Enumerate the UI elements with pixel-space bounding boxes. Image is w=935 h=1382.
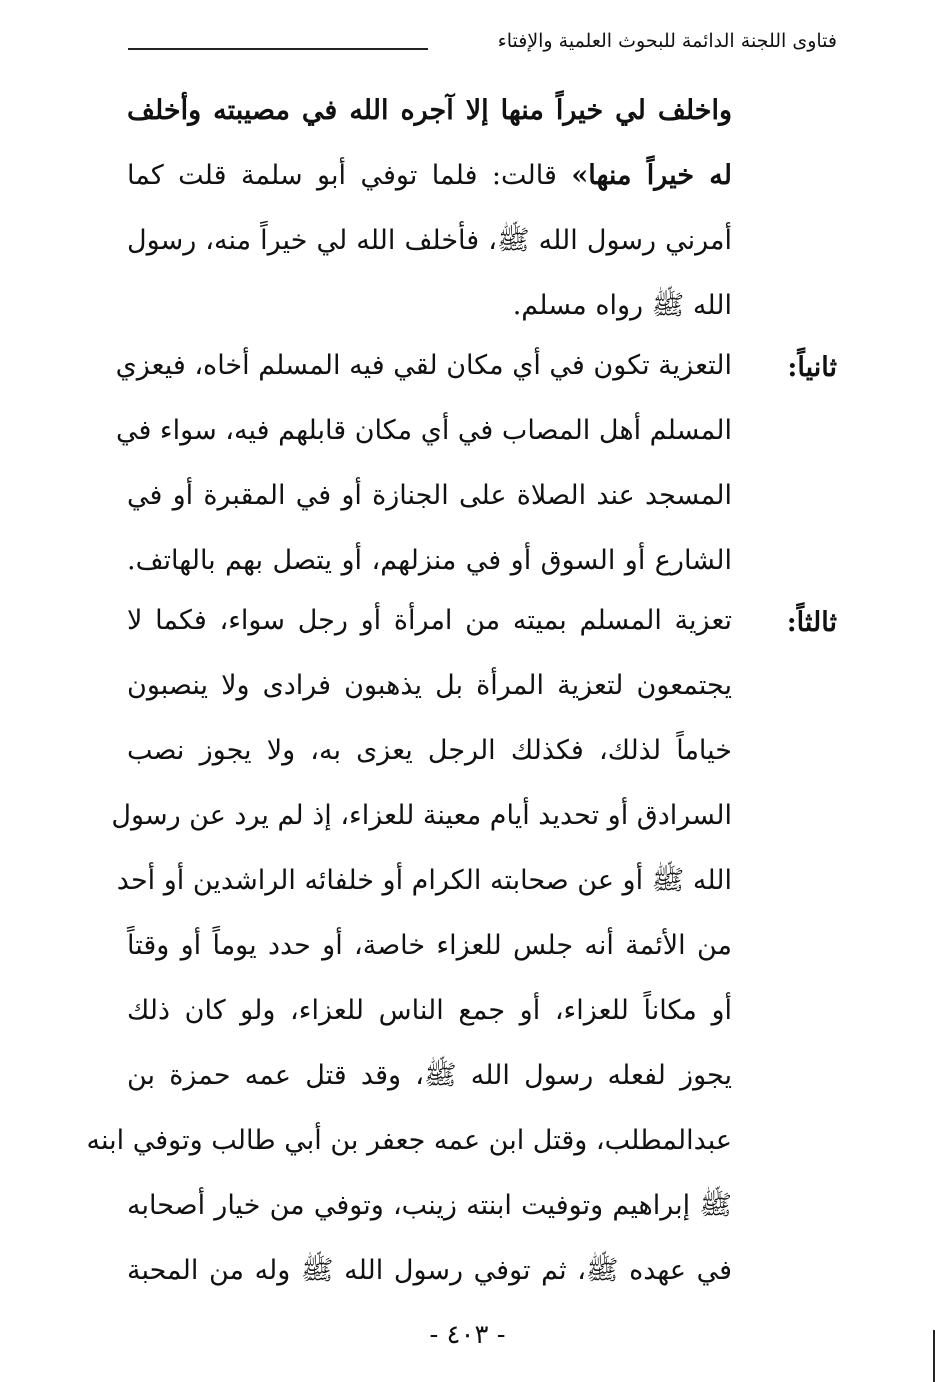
text-line: خياماً لذلك، فكذلك الرجل يعزى به، ولا يجوز نصب [127,735,732,766]
header-rule [128,48,428,50]
bold-phrase: له خيراً منها» [571,160,732,191]
text-line: عبدالمطلب، وقتل ابن عمه جعفر بن أبي طالب وتوفي ابنه [86,1125,732,1156]
text-line: المسجد عند الصلاة على الجنازة أو في المقبرة أو في [127,480,732,511]
text-line: في عهده ﷺ، ثم توفي رسول الله ﷺ وله من المحبة [127,1255,732,1286]
page-number: - ٤٠٣ - [429,1320,506,1350]
text-line: يجوز لفعله رسول الله ﷺ، وقد قتل عمه حمزة بن [127,1060,732,1091]
text-line: السرادق أو تحديد أيام معينة للعزاء، إذ لم يرد عن رسول [111,800,732,831]
text-line: تعزية المسلم بميته من امرأة أو رجل سواء، فكما لا [127,605,732,636]
text-line: التعزية تكون في أي مكان لقي فيه المسلم أخاه، فيعزي [115,350,732,381]
text-line: الشارع أو السوق أو في منزلهم، أو يتصل بهم بالهاتف. [127,545,732,576]
text-line: الله ﷺ أو عن صحابته الكرام أو خلفائه الراشدين أو أحد [116,865,732,896]
text-line: الله ﷺ رواه مسلم. [512,290,732,321]
text-line: ﷺ إبراهيم وتوفيت ابنته زينب، وتوفي من خيار أصحابه [127,1190,732,1221]
section-label-third: ثالثاً: [786,607,837,638]
section-label-second: ثانياً: [787,352,837,383]
text-line: واخلف لي خيراً منها إلا آجره الله في مصيبته وأخلف [127,95,732,126]
text-line: يجتمعون لتعزية المرأة بل يذهبون فرادى ولا ينصبون [127,670,732,701]
text-line: المسلم أهل المصاب في أي مكان قابلهم فيه، سواء في [115,415,732,446]
text-line: أمرني رسول الله ﷺ، فأخلف الله لي خيراً منه، رسول [127,225,732,256]
running-header: فتاوى اللجنة الدائمة للبحوث العلمية والإفتاء [497,30,837,52]
text-line [127,162,732,189]
plain-phrase: قالت: فلما توفي أبو سلمة قلت كما [127,160,572,191]
text-line: من الأئمة أنه جلس للعزاء خاصة، أو حدد يوماً أو وقتاً [127,930,732,961]
text-line: أو مكاناً للعزاء، أو جمع الناس للعزاء، ولو كان ذلك [127,995,732,1026]
